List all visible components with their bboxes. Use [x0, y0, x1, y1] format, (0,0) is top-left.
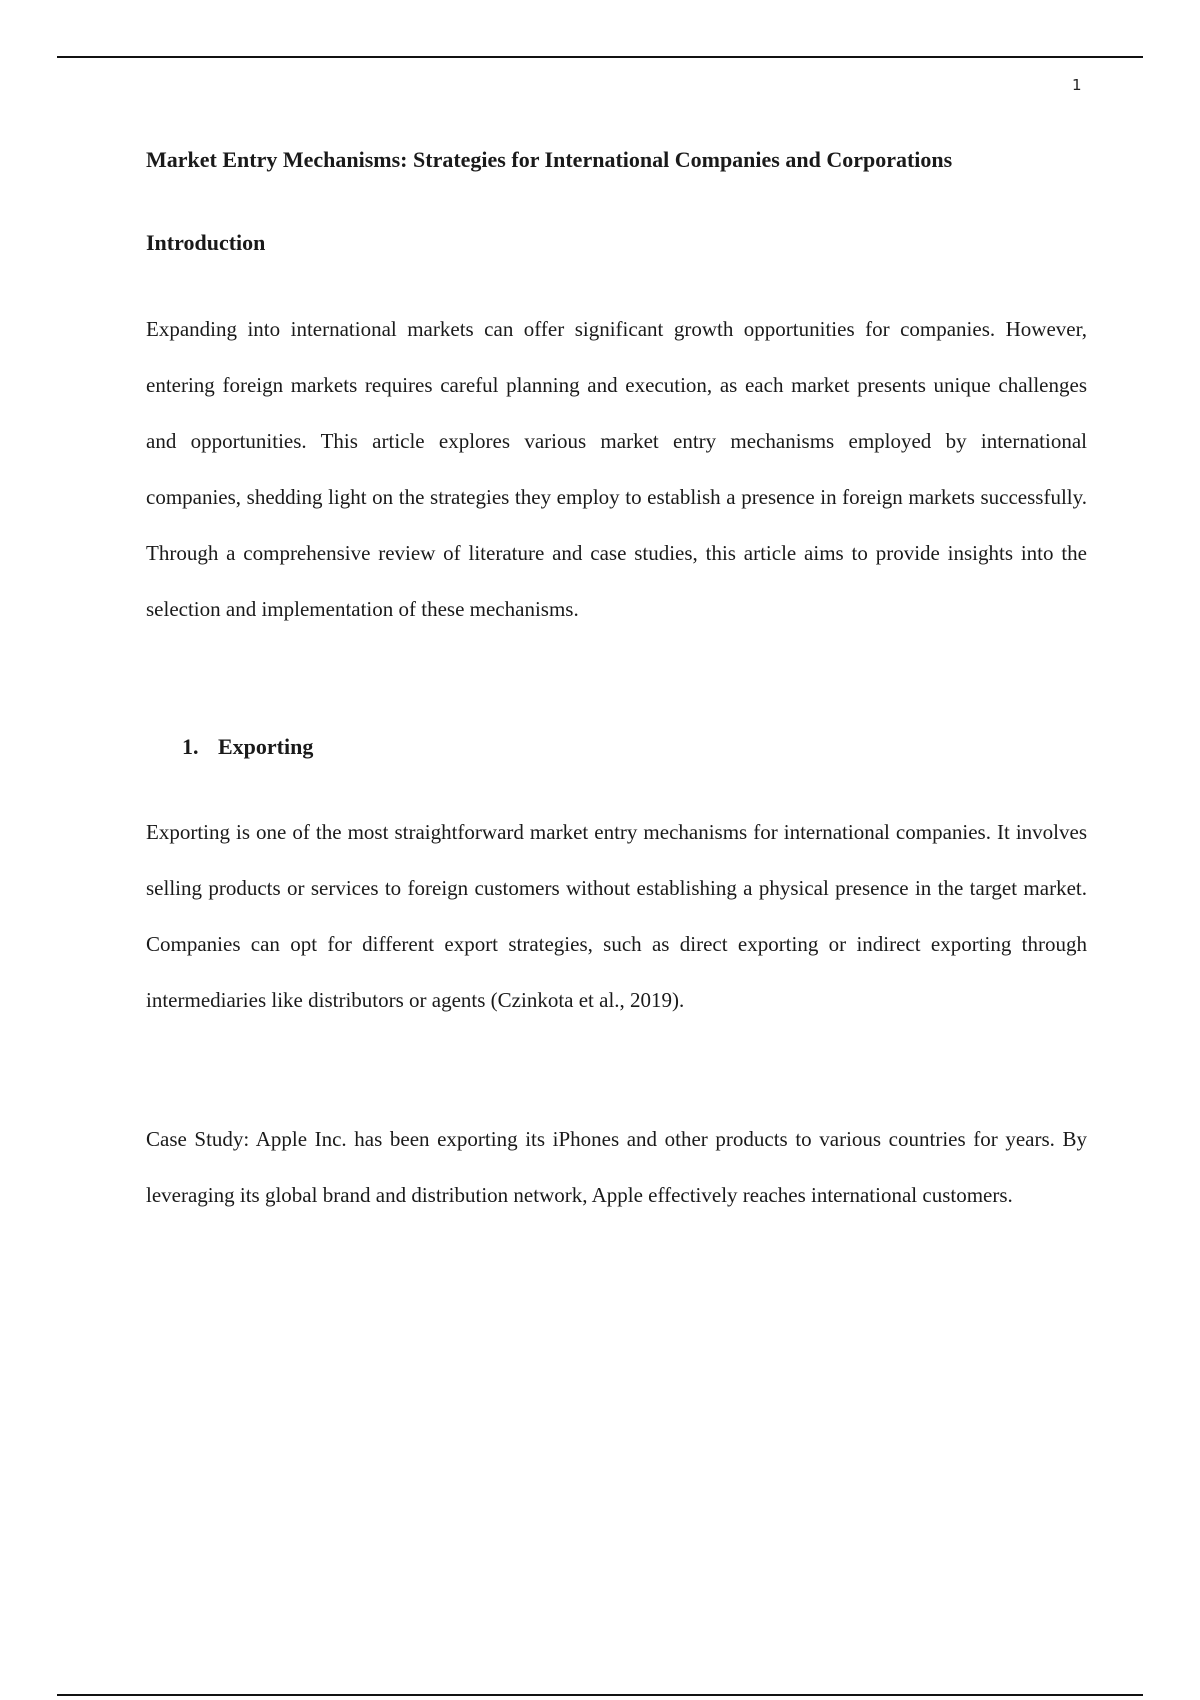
introduction-heading: Introduction: [146, 230, 266, 255]
footer-rule: [57, 1694, 1143, 1696]
document-title: Market Entry Mechanisms: Strategies for International Companies and Corporations: [146, 147, 953, 172]
exporting-heading-number: 1.: [182, 734, 199, 759]
case-study-paragraph: Case Study: Apple Inc. has been exporting its iPhones and other products to various countries for years. By leveraging its global brand and distribution network, Apple effectively reaches international customers.: [146, 1127, 1087, 1207]
header-rule: [57, 56, 1143, 58]
exporting-paragraph: Exporting is one of the most straightforward market entry mechanisms for international companies. It involves selling products or services to foreign customers without establishing a physical presence in the target market. Companies can opt for different export strategies, such as direct exporting or indirect exporting through intermediaries like distributors or agents (Czinkota et al., 2019).: [146, 820, 1087, 1012]
page-number: 1: [1072, 76, 1082, 94]
introduction-paragraph: Expanding into international markets can offer significant growth opportunities for companies. However, entering foreign markets requires careful planning and execution, as each market presents unique challenges and opportunities. This article explores various market entry mechanisms employed by international companies, shedding light on the strategies they employ to establish a presence in foreign markets successfully. Through a comprehensive review of literature and case studies, this article aims to provide insights into the selection and implementation of these mechanisms.: [146, 317, 1087, 621]
exporting-heading: [182, 733, 313, 761]
exporting-heading-label: Exporting: [218, 734, 314, 759]
